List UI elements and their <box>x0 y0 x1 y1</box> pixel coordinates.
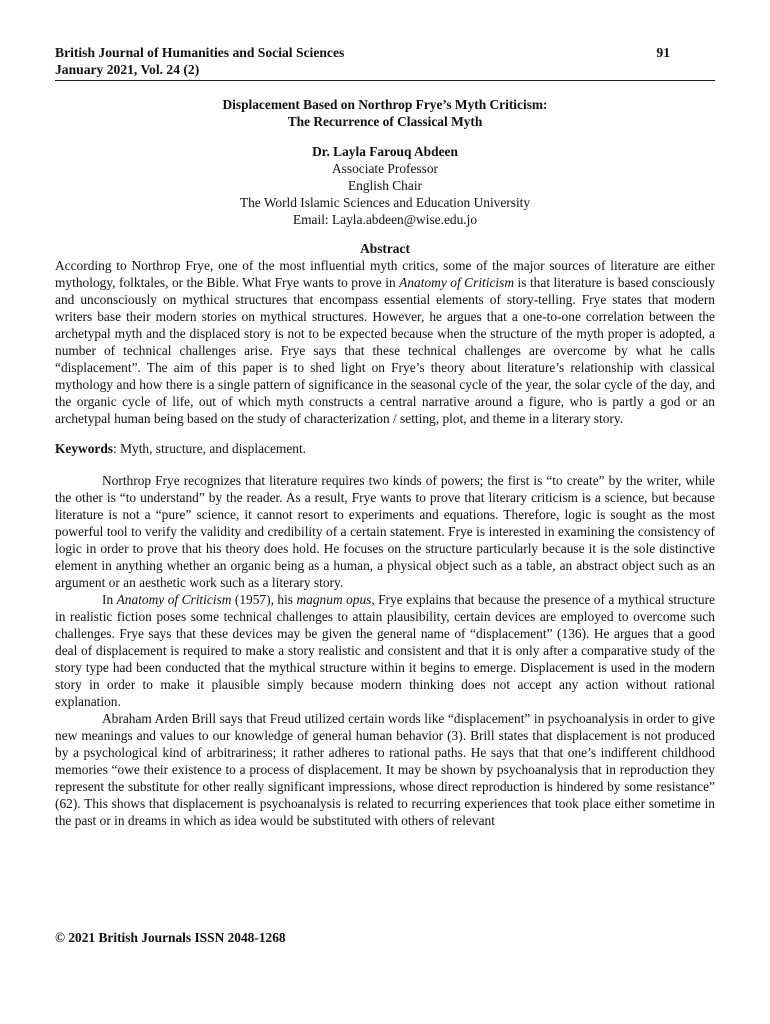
keywords-text: : Myth, structure, and displacement. <box>113 441 307 456</box>
running-header <box>55 44 715 61</box>
page-footer: © 2021 British Journals ISSN 2048-1268 <box>55 930 286 945</box>
author-email: Email: Layla.abdeen@wise.edu.jo <box>292 212 478 227</box>
abstract-part-2: is that literature is based consciously and unconsciously on mythical structures that encompass essential elements of story-telling. Frye states that modern writers base their modern stories on mythical structures. However, he argues that a one-to-one correlation between the archetypal myth and the displaced story is not to be expected because when the structure of the myth proper is adopted, a number of technical challenges arise. Frye says that these technical challenges are overcome by what he calls “displacement”. The aim of this paper is to shed light on Frye’s theory about literature’s relationship with classical mythology and how there is a single pattern of significance in the seasonal cycle of the year, the solar cycle of the day, and the organic cycle of life, out of which myth constructs a central narrative around a figure, who is partly a god or an archetypal human being based on the study of characterization / setting, plot, and theme in a literary story. <box>55 275 715 426</box>
title-line-1: Displacement Based on Northrop Frye’s Myth Criticism: <box>222 97 548 112</box>
body-paragraph-3: Abraham Arden Brill says that Freud utilized certain words like “displacement” in psychoanalysis in order to give new meanings and values to our knowledge of general human behavior (3). Brill states that displacement is not produced by a psychological kind of arbitrariness; it rather adheres to rational paths. He says that that one’s indifferent childhood memories “owe their existence to a process of displacement. It may be shown by psychoanalysis that in reproduction they represent the substitute for other really significant impressions, whose direct reproduction is hindered by some resistance” (62). This shows that displacement is psychoanalysis is related to recurring experiences that took place either sometime in the past or in dreams in which as idea would be substituted with others of relevant <box>55 711 715 828</box>
journal-page <box>55 44 715 829</box>
header-rule <box>55 80 715 81</box>
p2-part-c: , Frye explains that because the presence of a mythical structure in realistic fiction poses some technical challenges to attain plausibility, certain devices are employed to overcome such challenges. Frye says that these devices may be given the general name of “displacement” (136). He argues that a good deal of displacement is required to make a story realistic and consistent and that it is only after a comparative study of the story type had been conducted that the mythical structure within it begins to emerge. Displacement is used in the modern story in order to make it plausible simply because modern thinking does not accept any action without rational explanation. <box>55 592 715 709</box>
issue-info: January 2021, Vol. 24 (2) <box>55 62 200 77</box>
body-paragraph-1: Northrop Frye recognizes that literature requires two kinds of powers; the first is “to create” by the writer, while the other is “to understand” by the reader. As a result, Frye wants to prove that literary criticism is a science, but because literature is not a “pure” science, it cannot resort to experiments and equations. Therefore, logic is sought as the most powerful tool to verify the validity and credibility of a certain statement. Frye is interested in examining the consistency of logic in order to prove that his theory does hold. He focuses on the structure particularly because it is the sole distinctive element in anything whether an organic being as a human, a physical object such as a table, an abstract object such as an argument or an aesthetic work such as a literary story. <box>55 473 715 590</box>
title-line-2: The Recurrence of Classical Myth <box>287 114 483 129</box>
abstract-italic-title: Anatomy of Criticism <box>399 275 515 290</box>
author-chair: English Chair <box>347 178 422 193</box>
paper-title <box>55 96 715 130</box>
author-name: Dr. Layla Farouq Abdeen <box>312 144 458 159</box>
author-position: Associate Professor <box>332 161 438 176</box>
p2-italic-opus: magnum opus <box>296 592 372 607</box>
body-paragraph-2 <box>55 591 715 710</box>
abstract-text <box>55 257 715 427</box>
p2-italic-title: Anatomy of Criticism <box>116 592 232 607</box>
journal-name: British Journal of Humanities and Social Sciences <box>55 45 345 60</box>
page-number: 91 <box>656 45 670 60</box>
author-university: The World Islamic Sciences and Education University <box>239 195 531 210</box>
p2-part-a: In <box>102 592 117 607</box>
p2-part-b: (1957), his <box>231 592 297 607</box>
keywords <box>55 440 715 457</box>
abstract-heading: Abstract <box>360 241 410 256</box>
keywords-label: Keywords <box>55 441 114 456</box>
abstract-part-1: According to Northrop Frye, one of the most influential myth critics, some of the major sources of literature are either mythology, folktales, or the Bible. What Frye wants to prove in <box>55 258 715 290</box>
